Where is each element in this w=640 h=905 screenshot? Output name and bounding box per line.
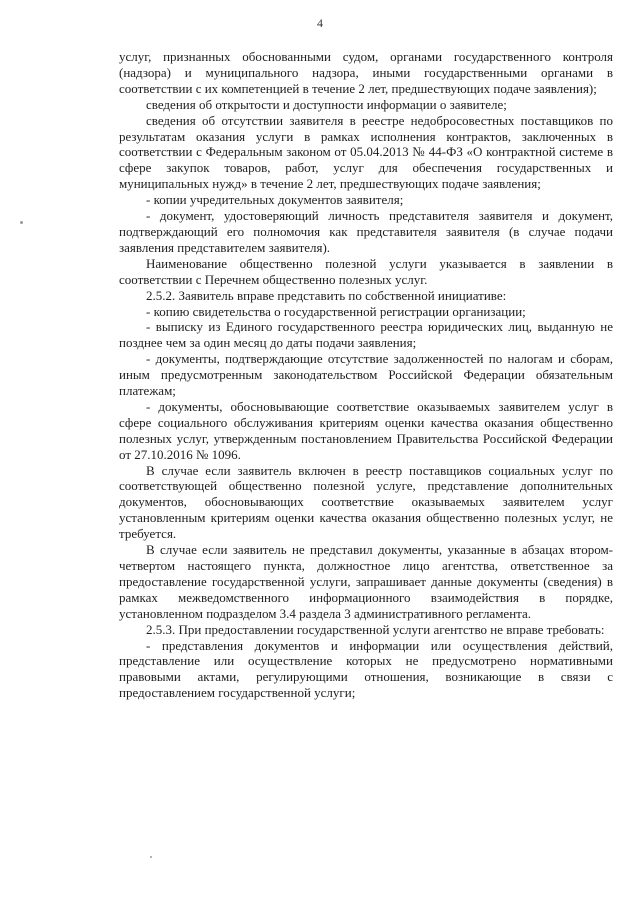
scan-dot	[20, 221, 23, 224]
paragraph-identity-document: - документ, удостоверяющий личность представителя заявителя и документ, подтверждающий его полномочия как представителя заявителя (в случае подачи заявления представителем заявителя).	[119, 208, 613, 255]
paragraph-quality-criteria: - документы, обосновывающие соответствие оказываемых заявителем услуг в сфере социального обслуживания критериям оценки качества оказания общественно полезных услуг, утвержденным постановлением Правительства Российской Федерации от 27.10.2016 № 1096.	[119, 398, 613, 462]
paragraph-no-tax-debts: - документы, подтверждающие отсутствие задолженностей по налогам и сборам, иным предусмотренным законодательством Российской Федерации обязательным платежам;	[119, 351, 613, 399]
paragraph-social-services-registry: В случае если заявитель включен в реестр поставщиков социальных услуг по соответствующей общественно полезной услуге, представление дополнительных документов, обосновывающих соответствие оказываемых заявителем услуг установленным критериям оценки качества оказания общественно полезных услуг, не требуется.	[119, 462, 613, 542]
paragraph-registration-certificate: - копию свидетельства о государственной регистрации организации;	[146, 303, 526, 319]
paragraph-continuation: услуг, признанных обоснованными судом, органами государственного контроля (надзора) и муниципального надзора, иными государственными органами в соответствии с их компетенцией в течение 2 лет, предшествующих подаче заявления);	[119, 49, 613, 96]
document-body	[119, 49, 613, 701]
paragraph-founding-documents: - копии учредительных документов заявителя;	[146, 192, 404, 208]
paragraph-unfair-suppliers-registry: сведения об отсутствии заявителя в реестре недобросовестных поставщиков по результатам оказания услуги в рамках исполнения контрактов, заключенных в соответствии с Федеральным законом от 05.04.2013 № 44-ФЗ «О контрактной системе в сфере закупок товаров, работ, услуг для обеспечения государственных и муниципальных нужд» в течение 2 лет, предшествующих подаче заявления;	[119, 112, 613, 192]
paragraph-openness-info: сведения об открытости и доступности информации о заявителе;	[146, 96, 507, 112]
paragraph-service-name: Наименование общественно полезной услуги указывается в заявлении в соответствии с Перечнем общественно полезных услуг.	[119, 255, 613, 287]
paragraph-clause-2-5-3: 2.5.3. При предоставлении государственной услуги агентство не вправе требовать:	[146, 621, 605, 637]
paragraph-interagency-request: В случае если заявитель не представил документы, указанные в абзацах втором-четвертом настоящего пункта, должностное лицо агентства, ответственное за предоставление государственной услуги, запрашивает данные документы (сведения) в рамках межведомственного информационного взаимодействия в порядке, установленном подразделом 3.4 раздела 3 административного регламента.	[119, 542, 613, 621]
paragraph-no-extra-documents: - представления документов и информации или осуществления действий, представление или осуществление которых не предусмотрено нормативными правовыми актами, регулирующими отношения, возникающие в связи с предоставлением государственной услуги;	[119, 637, 613, 701]
page-number: 4	[317, 16, 323, 30]
scan-dot	[150, 856, 152, 858]
paragraph-clause-2-5-2: 2.5.2. Заявитель вправе представить по собственной инициативе:	[146, 287, 507, 303]
paragraph-registry-extract: - выписку из Единого государственного реестра юридических лиц, выданную не позднее чем за один месяц до даты подачи заявления;	[119, 319, 613, 351]
